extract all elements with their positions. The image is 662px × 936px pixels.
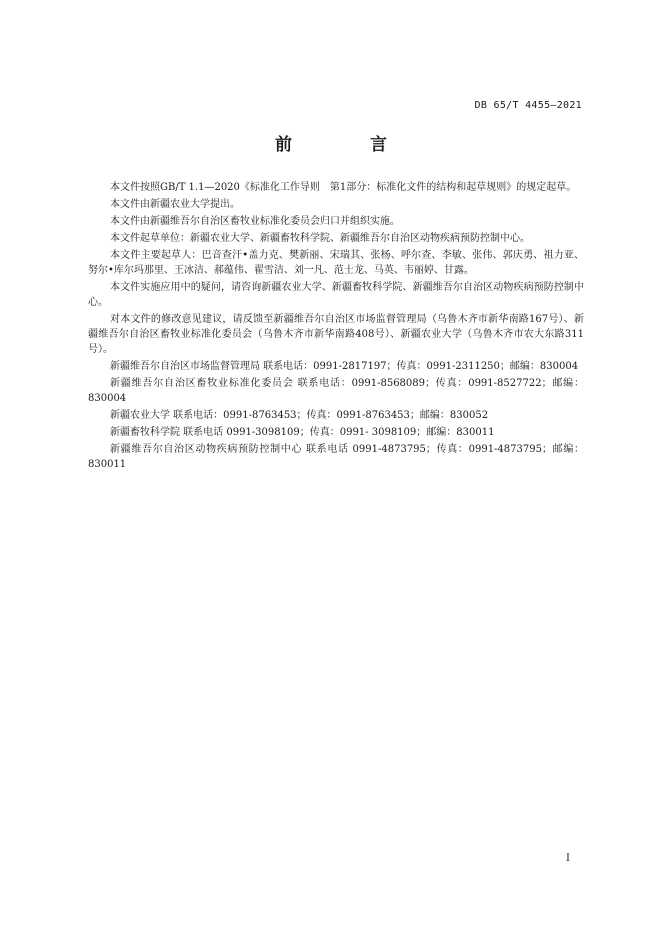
contact-market-supervision: 新疆维吾尔自治区市场监督管理局 联系电话：0991-2817197；传真：0991-2311250；邮编：830004 — [110, 361, 579, 372]
paragraph-administrator: 本文件由新疆维吾尔自治区畜牧业标准化委员会归口并组织实施。 — [110, 216, 400, 227]
standard-code: DB 65/T 4455—2021 — [474, 100, 582, 111]
paragraph-drafting-rules: 本文件按照GB/T 1.1—2020《标准化工作导则 第1部分：标准化文件的结构和起草规则》的规定起草。 — [110, 182, 577, 193]
page-number: I — [566, 853, 570, 864]
contact-animal-husbandry-academy: 新疆畜牧科学院 联系电话 0991-3098109；传真：0991- 3098109；邮编：830011 — [110, 427, 495, 438]
contact-livestock-committee: 新疆维吾尔自治区畜牧业标准化委员会 联系电话：0991-8568089；传真：0991-8527722；邮编：830004 — [88, 378, 584, 404]
paragraph-drafters: 本文件主要起草人：巴音查汗•盖力克、樊新丽、宋瑞其、张杨、呼尔查、李敏、张伟、郭庆勇、祖力亚、努尔•库尔玛那里、王冰洁、郝蕴伟、翟雪洁、刘一凡、范士龙、马英、韦丽婷、甘露。 — [88, 250, 584, 276]
paragraph-feedback: 对本文件的修改意见建议，请反馈至新疆维吾尔自治区市场监督管理局（乌鲁木齐市新华南路167号）、新疆维吾尔自治区畜牧业标准化委员会（乌鲁木齐市新华南路408号）、新疆农业大学（乌鲁木齐市农大东路311号）。 — [88, 314, 584, 355]
page-title: 前 言 — [275, 135, 423, 155]
contact-disease-control-center: 新疆维吾尔自治区动物疾病预防控制中心 联系电话 0991-4873795；传真：0991-4873795；邮编：830011 — [88, 444, 584, 470]
paragraph-proposer: 本文件由新疆农业大学提出。 — [110, 199, 240, 210]
paragraph-inquiries: 本文件实施应用中的疑问，请咨询新疆农业大学、新疆畜牧科学院、新疆维吾尔自治区动物疾病预防控制中心。 — [88, 282, 584, 308]
paragraph-drafting-units: 本文件起草单位：新疆农业大学、新疆畜牧科学院、新疆维吾尔自治区动物疾病预防控制中心。 — [110, 233, 530, 244]
contact-agricultural-university: 新疆农业大学 联系电话：0991-8763453；传真：0991-8763453；邮编：830052 — [110, 410, 489, 421]
foreword-body — [88, 180, 584, 474]
